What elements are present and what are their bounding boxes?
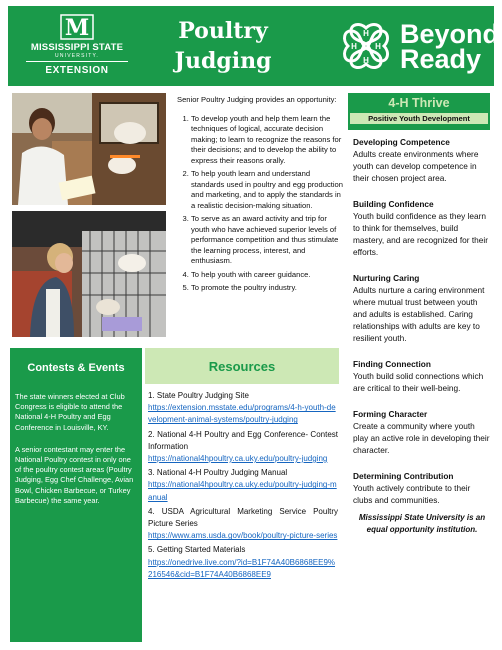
thrive-section [353,408,491,456]
thrive-section-text: Youth actively contribute to their clubs and communities. [353,483,471,505]
resource-item [148,429,338,466]
logo-divider [26,61,128,62]
thrive-sections [353,136,491,535]
resource-item [148,467,338,504]
resource-link[interactable]: https://www.ams.usda.gov/book/poultry-picture-series [148,531,338,541]
thrive-section-title: Developing Competence [353,137,450,147]
resources-list [148,390,338,583]
tagline-line-1: Beyond [400,19,500,49]
tagline-line-2: Ready [400,44,482,74]
objective-item: 4. To help youth with career guidance. [191,270,343,281]
thrive-section-title: Forming Character [353,409,428,419]
thrive-section-title: Building Confidence [353,199,434,209]
header-banner [8,6,500,86]
resource-number: 1. [148,391,155,400]
msu-monogram-icon [60,14,94,40]
objective-item: 3. To serve as an award activity and trip for youth who have achieved superior levels of performance competition and thus stimulate the learning process, interest, and enthusiasm. [191,214,343,267]
logo-university-name: MISSISSIPPI STATE [30,42,124,53]
beyond-ready-tagline [400,19,500,74]
thrive-header [348,93,490,130]
thrive-section-text: Youth build confidence as they learn to think for themselves, build mastery, and are recognized for their efforts. [353,211,488,257]
resource-number: 2. [148,429,155,439]
thrive-title: 4-H Thrive [388,96,450,110]
thrive-section [353,358,491,394]
thrive-section-title: Determining Contribution [353,471,454,481]
thrive-section-title: Nurturing Caring [353,273,420,283]
resource-link[interactable]: https://extension.msstate.edu/programs/4-h-youth-development-animal-systems/poultry-judging [148,403,336,425]
thrive-section [353,272,491,344]
title-line-1: Poultry [178,18,268,44]
resource-link[interactable]: https://national4hpoultry.ca.uky.edu/poultry-judging [148,454,328,464]
objective-item: 5. To promote the poultry industry. [191,283,343,294]
contests-body [10,388,142,642]
contests-paragraph: The state winners elected at Club Congress is eligible to attend the National 4-H Poultry and Egg Conference in Louisville, KY. [15,392,125,432]
resource-item [148,390,338,427]
logo-university-word: UNIVERSITY. [55,53,99,59]
thrive-section-text: Adults nurture a caring environment where mutual trust between youth and adults is established. Caring relationships with adults are key to resilient youth. [353,285,485,343]
resource-link[interactable]: https://national4hpoultry.ca.uky.edu/poultry-judging-manual [148,480,337,502]
thrive-section-text: Adults create environments where youth can develop competence in their chosen project area. [353,149,479,183]
resource-title [148,544,338,556]
resource-title [148,390,338,402]
resource-item [148,506,338,543]
svg-text:H: H [375,42,381,51]
resource-label: National 4-H Poultry and Egg Conference- Contest Information [148,429,338,451]
photo-youth-observing [12,211,166,337]
resource-title [148,429,338,453]
objective-item: 2. To help youth learn and understand standards used in poultry and egg production and marketing, and to apply the standards in a realistic decision-making situation. [191,169,343,211]
resource-label: Getting Started Materials [156,545,246,555]
contests-paragraph: A senior contestant may enter the National Poultry contest in only one of the poultry contest areas (Poultry Judging, Egg Chef Challenge, Avian Bowl, Chicken Barbecue, or Turkey Barbecue) the same year. [15,444,134,505]
msu-monogram-letter: M [64,15,90,40]
equal-opportunity-note: Mississippi State University is an equal opportunity institution. [358,513,486,534]
thrive-subtitle: Positive Youth Development [350,113,488,124]
logo-extension: EXTENSION [45,65,109,76]
resource-title [148,506,338,530]
photo-judging-class [12,93,166,205]
thrive-section-text: Create a community where youth play an active role in developing their character. [353,421,490,455]
four-h-clover-icon [338,18,394,74]
msu-extension-logo [22,14,132,80]
resource-number: 5. [148,545,155,555]
resource-label: National 4-H Poultry Judging Manual [156,468,288,478]
resource-number: 3. [148,468,155,478]
objective-item: 1. To develop youth and help them learn the techniques of logical, accurate decision making; to learn to recognize the reasons for their decisions; and to develop the ability to express their reasons orally. [191,114,343,167]
objectives-list [177,114,343,294]
contests-header: Contests & Events [10,348,142,388]
svg-text:H: H [363,56,369,65]
thrive-section-title: Finding Connection [353,359,431,369]
thrive-section [353,198,491,258]
page-title [156,6,290,86]
resource-label: USDA Agricultural Marketing Service Poultry Picture Series [148,506,338,529]
resources-header: Resources [145,348,339,384]
resource-label: State Poultry Judging Site [156,391,249,400]
thrive-section [353,470,491,506]
resource-item [148,544,338,581]
thrive-section-text: Youth build solid connections which are critical to their well-being. [353,371,484,393]
resource-title [148,467,338,479]
resource-number: 4. [148,506,155,516]
svg-text:H: H [351,42,357,51]
intro-section [177,95,343,297]
title-line-2: Judging [174,48,272,74]
resource-link[interactable]: https://onedrive.live.com/?id=B1F74A40B6868EE9%216546&cid=B1F74A40B6868EE9 [148,557,336,579]
svg-text:H: H [363,29,369,38]
thrive-section [353,136,491,184]
intro-lead: Senior Poultry Judging provides an opportunity: [177,95,337,104]
